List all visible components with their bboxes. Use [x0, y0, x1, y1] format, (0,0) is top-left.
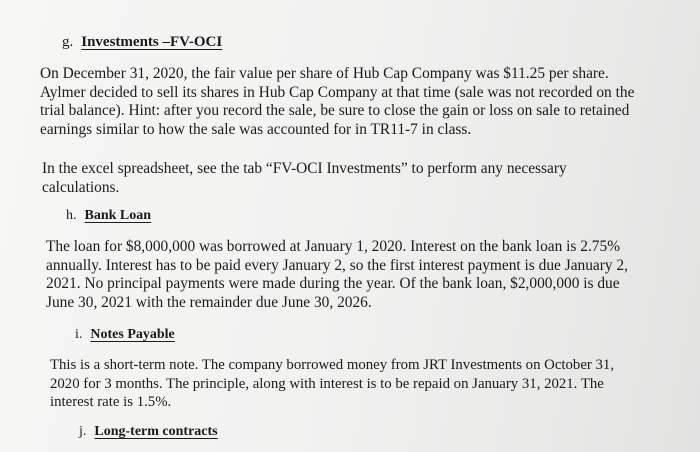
paragraph-line: On December 31, 2020, the fair value per share of Hub Cap Company was $11.25 per share.: [40, 65, 609, 82]
section-g-letter: g.: [62, 34, 74, 50]
paragraph-line: earnings similar to how the sale was accounted for in TR11-7 in class.: [40, 120, 472, 138]
section-g-title: Investments –FV-OCI: [81, 34, 223, 50]
paragraph-line: 2020 for 3 months. The principle, along with interest is to be repaid on January 31, 2021. The: [50, 375, 604, 392]
paragraph-line: 2021. No principal payments were made during the year. Of the bank loan, $2,000,000 is due: [46, 275, 620, 293]
section-i-title: Notes Payable: [90, 327, 175, 342]
paragraph-line: interest rate is 1.5%.: [50, 394, 172, 411]
paragraph-line: annually. Interest has to be paid every January 2, so the first interest payment is due January 2,: [46, 256, 628, 274]
section-h-letter: h.: [66, 208, 77, 223]
section-j-heading: [79, 424, 218, 440]
paragraph-line: In the excel spreadsheet, see the tab “FV-OCI Investments” to perform any necessary: [42, 160, 567, 177]
paragraph-line: Aylmer decided to sell its shares in Hub Cap Company at that time (sale was not recorded on the: [40, 83, 635, 101]
section-g-heading: [62, 34, 222, 51]
section-i-letter: i.: [75, 327, 83, 342]
paragraph-line: This is a short-term note. The company borrowed money from JRT Investments on October 31,: [50, 357, 615, 373]
section-j-title: Long-term contracts: [94, 424, 218, 439]
paragraph-line: June 30, 2021 with the remainder due June 30, 2026.: [46, 293, 372, 311]
excel-instructions-paragraph: [42, 160, 567, 197]
section-h-heading: [66, 208, 151, 224]
paragraph-line: The loan for $8,000,000 was borrowed at January 1, 2020. Interest on the bank loan is 2.75%: [46, 238, 621, 255]
paragraph-line: calculations.: [42, 178, 120, 196]
section-j-letter: j.: [79, 424, 87, 439]
bank-loan-paragraph: [46, 238, 628, 312]
fv-oci-paragraph: [40, 65, 634, 139]
notes-payable-paragraph: [50, 356, 614, 412]
section-h-title: Bank Loan: [84, 208, 152, 223]
paragraph-line: trial balance). Hint: after you record the sale, be sure to close the gain or loss on sale to retained: [40, 102, 630, 120]
section-i-heading: [75, 327, 175, 343]
